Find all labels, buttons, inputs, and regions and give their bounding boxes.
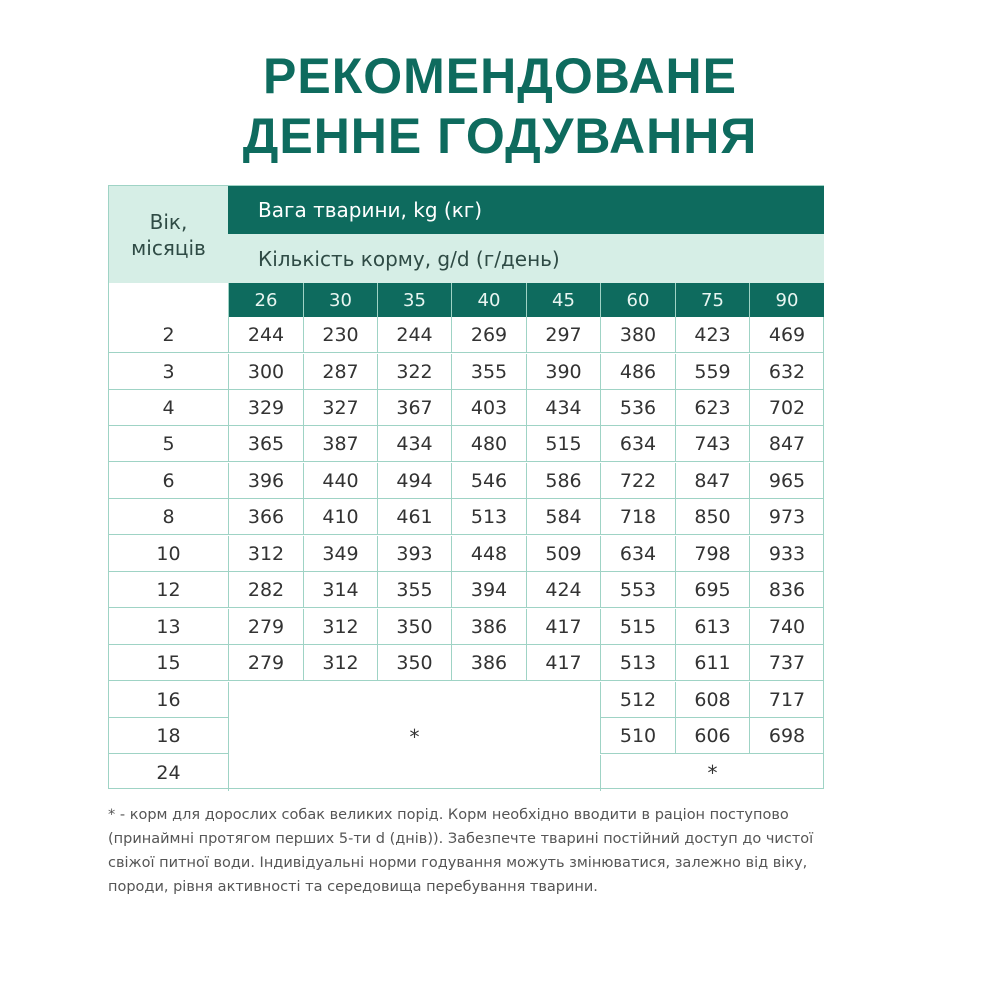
table-cell: 434: [377, 426, 451, 462]
table-cell: 230: [303, 317, 377, 353]
table-cell: 387: [303, 426, 377, 462]
table-cell: 717: [749, 682, 824, 718]
weight-header-cell: 30: [303, 283, 377, 317]
table-cell: 623: [675, 390, 749, 426]
weight-header-cell: 75: [675, 283, 749, 317]
age-cell: 5: [109, 426, 228, 462]
table-cell: 613: [675, 609, 749, 645]
table-cell: 440: [303, 463, 377, 499]
table-cell: 737: [749, 645, 824, 681]
table-cell: 933: [749, 536, 824, 572]
adult-food-marker-small: *: [600, 755, 824, 791]
table-cell: 282: [228, 572, 303, 608]
table-cell: 365: [228, 426, 303, 462]
age-cell: 3: [109, 354, 228, 390]
weight-header-cell: 35: [377, 283, 451, 317]
age-cell: 13: [109, 609, 228, 645]
table-cell: 743: [675, 426, 749, 462]
weight-header-cell: 45: [526, 283, 600, 317]
age-header-line-2: місяців: [131, 235, 206, 260]
age-cell: 8: [109, 499, 228, 535]
age-column-header: [109, 186, 228, 283]
table-cell: 513: [451, 499, 526, 535]
table-cell: 424: [526, 572, 600, 608]
table-cell: 559: [675, 354, 749, 390]
table-cell: 634: [600, 426, 675, 462]
table-cell: 312: [303, 609, 377, 645]
table-cell: 394: [451, 572, 526, 608]
table-cell: 279: [228, 645, 303, 681]
table-cell: 480: [451, 426, 526, 462]
table-cell: 312: [228, 536, 303, 572]
table-cell: 396: [228, 463, 303, 499]
table-cell: 553: [600, 572, 675, 608]
page-title: [0, 46, 1000, 166]
table-cell: 606: [675, 718, 749, 754]
weight-header-cell: 60: [600, 283, 675, 317]
table-cell: 634: [600, 536, 675, 572]
table-cell: 350: [377, 609, 451, 645]
table-cell: 244: [228, 317, 303, 353]
table-cell: 847: [675, 463, 749, 499]
table-cell: 327: [303, 390, 377, 426]
table-cell: 349: [303, 536, 377, 572]
table-cell: 546: [451, 463, 526, 499]
table-cell: 350: [377, 645, 451, 681]
age-cell: 16: [109, 682, 228, 718]
table-cell: 300: [228, 354, 303, 390]
table-cell: 297: [526, 317, 600, 353]
table-cell: 448: [451, 536, 526, 572]
table-cell: 512: [600, 682, 675, 718]
table-cell: 244: [377, 317, 451, 353]
table-cell: 494: [377, 463, 451, 499]
table-cell: 510: [600, 718, 675, 754]
table-cell: 847: [749, 426, 824, 462]
weight-header-cell: 90: [749, 283, 824, 317]
table-cell: 965: [749, 463, 824, 499]
table-cell: 355: [451, 354, 526, 390]
table-cell: 367: [377, 390, 451, 426]
table-cell: 798: [675, 536, 749, 572]
age-cell: 24: [156, 762, 181, 784]
table-cell: 584: [526, 499, 600, 535]
footnote: * - корм для дорослих собак великих порід. Корм необхідно вводити в раціон поступово (принаймні протягом перших 5-ти d (днів)). Забезпечте тварині постійний доступ до чистої свіжої питної води. Індивідуальні норми годування можуть змінюватися, залежно від віку, породи, рівня активності та середовища перебування тварини.: [108, 807, 814, 895]
table-cell: 515: [526, 426, 600, 462]
age-cell: 6: [109, 463, 228, 499]
adult-food-marker-large: *: [228, 682, 600, 791]
table-cell: 366: [228, 499, 303, 535]
table-cell: 410: [303, 499, 377, 535]
table-cell: 509: [526, 536, 600, 572]
table-cell: 417: [526, 609, 600, 645]
table-cell: 469: [749, 317, 824, 353]
table-cell: 698: [749, 718, 824, 754]
table-cell: 279: [228, 609, 303, 645]
feeding-table: [108, 185, 824, 789]
table-cell: 836: [749, 572, 824, 608]
table-cell: 702: [749, 390, 824, 426]
table-cell: 632: [749, 354, 824, 390]
table-cell: 312: [303, 645, 377, 681]
table-cell: 486: [600, 354, 675, 390]
title-line-1: РЕКОМЕНДОВАНЕ: [263, 48, 737, 104]
weight-header-cell: 40: [451, 283, 526, 317]
weight-header-cell: 26: [228, 283, 303, 317]
table-cell: 434: [526, 390, 600, 426]
table-cell: 287: [303, 354, 377, 390]
table-cell: 740: [749, 609, 824, 645]
table-cell: 380: [600, 317, 675, 353]
table-cell: 695: [675, 572, 749, 608]
table-cell: 973: [749, 499, 824, 535]
age-cell: 4: [109, 390, 228, 426]
table-cell: 403: [451, 390, 526, 426]
title-line-2: ДЕННЕ ГОДУВАННЯ: [242, 108, 758, 164]
weight-header: Вага тварини, kg (кг): [228, 186, 824, 234]
table-cell: 322: [377, 354, 451, 390]
age-cell: 18: [109, 718, 228, 754]
table-cell: 329: [228, 390, 303, 426]
table-cell: 390: [526, 354, 600, 390]
table-cell: 722: [600, 463, 675, 499]
amount-header: Кількість корму, g/d (г/день): [228, 234, 824, 283]
table-cell: 393: [377, 536, 451, 572]
age-cell: 12: [109, 572, 228, 608]
table-cell: 417: [526, 645, 600, 681]
table-cell: 536: [600, 390, 675, 426]
table-cell: 314: [303, 572, 377, 608]
table-cell: 611: [675, 645, 749, 681]
table-cell: 386: [451, 645, 526, 681]
table-cell: 513: [600, 645, 675, 681]
table-cell: 355: [377, 572, 451, 608]
table-cell: 461: [377, 499, 451, 535]
table-cell: 423: [675, 317, 749, 353]
table-cell: 269: [451, 317, 526, 353]
table-cell: 850: [675, 499, 749, 535]
age-cell: 15: [109, 645, 228, 681]
age-cell: 10: [109, 536, 228, 572]
table-cell: 608: [675, 682, 749, 718]
age-cell: 2: [109, 317, 228, 353]
table-cell: 515: [600, 609, 675, 645]
table-cell: 586: [526, 463, 600, 499]
table-cell: 386: [451, 609, 526, 645]
age-header-line-1: Вік,: [149, 209, 188, 234]
table-cell: 718: [600, 499, 675, 535]
